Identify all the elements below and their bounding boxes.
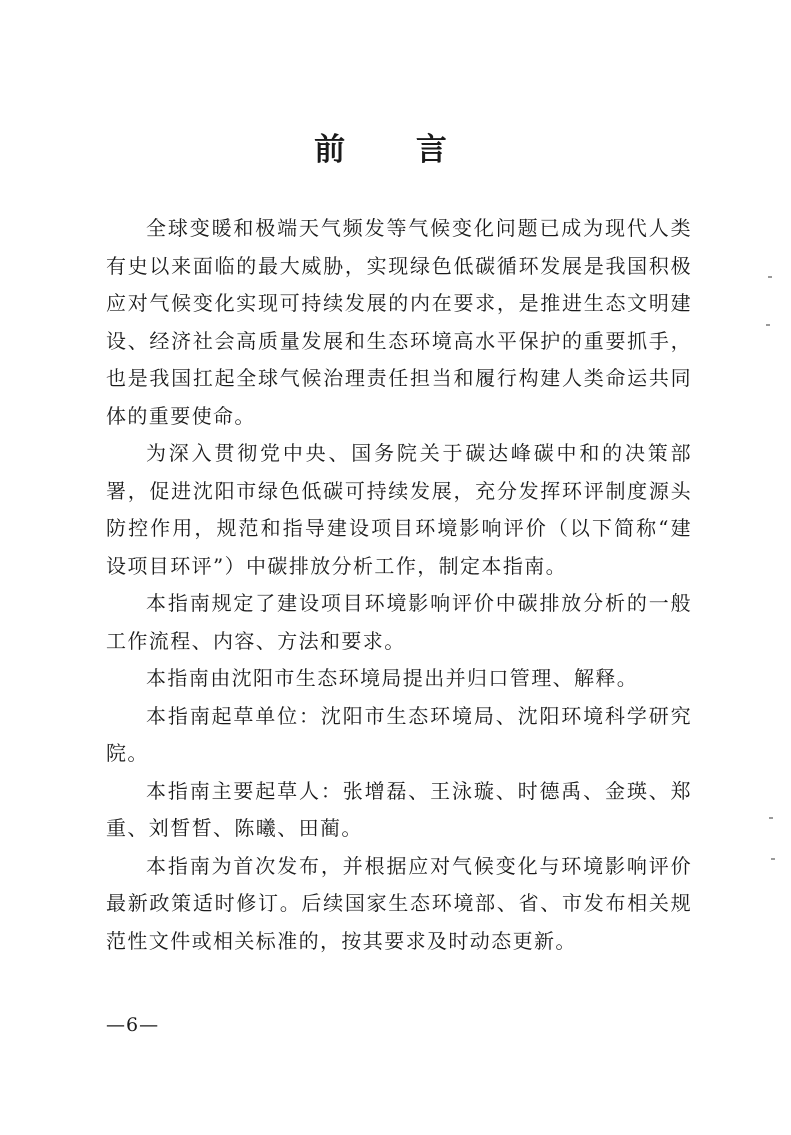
paragraph-drafters: 本指南主要起草人：张增磊、王泳璇、时德禹、金瑛、郑重、刘晳晳、陈曦、田蔺。	[106, 778, 692, 840]
document-body	[106, 210, 692, 960]
scan-mark	[766, 324, 770, 326]
paragraph-purpose: 为深入贯彻党中央、国务院关于碳达峰碳中和的决策部署，促进沈阳市绿色低碳可持续发展，充分发挥环评制度源头防控作用，规范和指导建设项目环境影响评价（以下简称“建设项目环评”）中碳排放分析工作，制定本指南。	[106, 441, 692, 578]
page-title: 前 言	[314, 132, 477, 168]
paragraph-scope: 本指南规定了建设项目环境影响评价中碳排放分析的一般工作流程、内容、方法和要求。	[106, 591, 692, 653]
paragraph-drafting-unit: 本指南起草单位：沈阳市生态环境局、沈阳环境科学研究院。	[106, 703, 692, 765]
page-number: —6—	[106, 1014, 160, 1036]
scan-mark	[771, 858, 775, 860]
scan-mark	[769, 817, 773, 819]
scan-mark	[768, 276, 772, 278]
paragraph-management: 本指南由沈阳市生态环境局提出并归口管理、解释。	[146, 666, 639, 690]
paragraph-revision: 本指南为首次发布，并根据应对气候变化与环境影响评价最新政策适时修订。后续国家生态环境部、省、市发布相关规范性文件或相关标准的，按其要求及时动态更新。	[106, 853, 692, 953]
paragraph-background: 全球变暖和极端天气频发等气候变化问题已成为现代人类有史以来面临的最大威胁，实现绿色低碳循环发展是我国积极应对气候变化实现可持续发展的内在要求，是推进生态文明建设、经济社会高质量发展和生态环境高水平保护的重要抓手，也是我国扛起全球气候治理责任担当和履行构建人类命运共同体的重要使命。	[106, 216, 692, 428]
